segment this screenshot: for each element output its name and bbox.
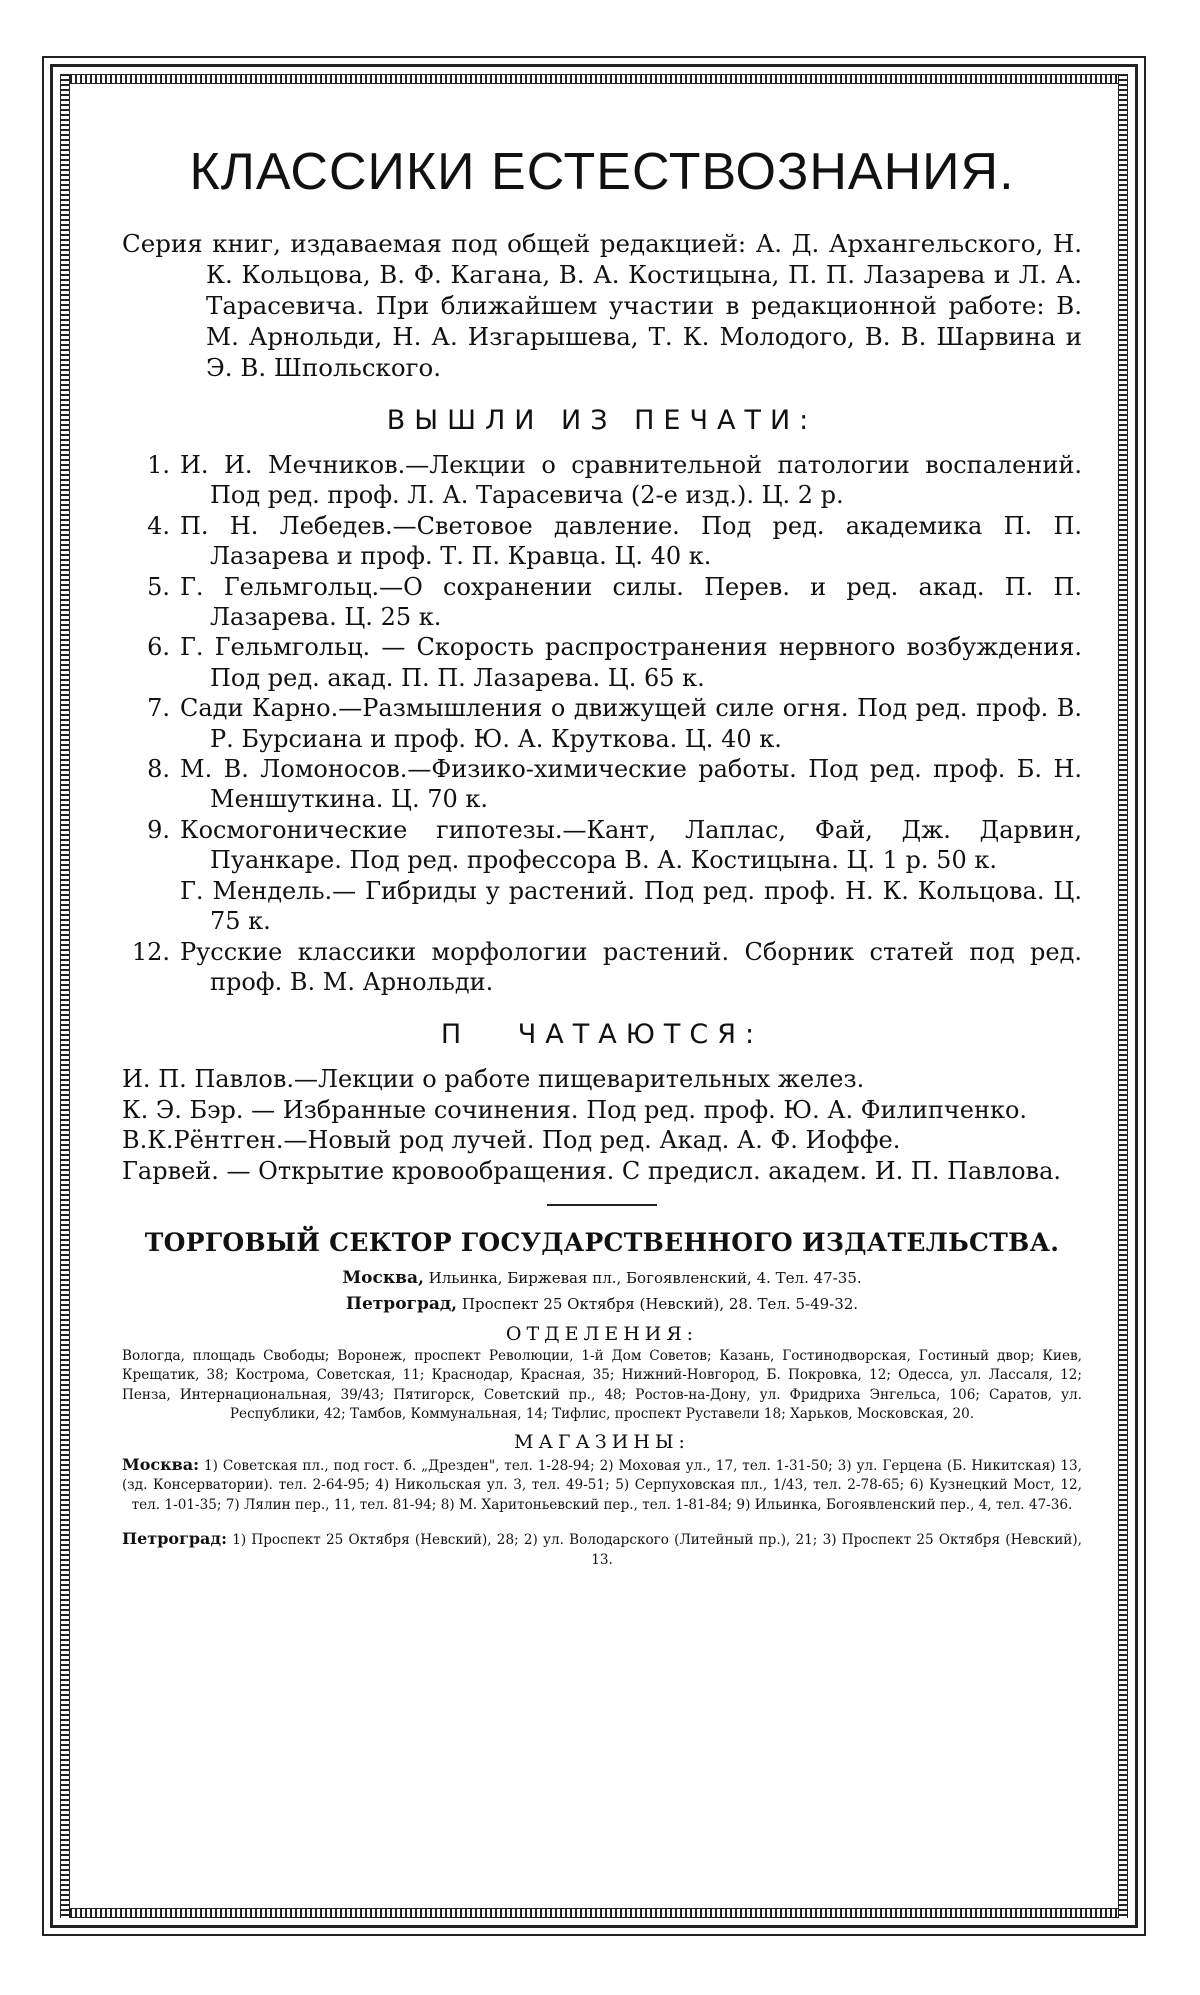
shops-heading: МАГАЗИНЫ: xyxy=(514,1430,690,1453)
list-item xyxy=(122,572,1082,633)
list-item xyxy=(122,511,1082,572)
shops-moscow-text: 1) Советская пл., под гост. б. „Дрезден", тел. 1-28-94; 2) Моховая ул., 17, тел. 1-31-50; 3) ул. Герцена (Б. Никитская) 13, (зд. Консерватории). тел. 2-64-95; 4) Никольская ул. 3, тел. 49-51; 5) Серпуховская пл., 1/43, тел. 2-78-65; 6) Кузнецкий Мост, 12, тел. 1-01-35; 7) Лялин пер., 11, тел. 81-94; 8) М. Харитоньевский пер., тел. 1-81-84; 9) Ильинка, Богоявленский пер., 4, тел. 47-36. xyxy=(122,1457,1083,1513)
page-title: КЛАССИКИ ЕСТЕСТВОЗНАНИЯ. xyxy=(189,143,1015,201)
item-text: Сади Карно.—Размышления о движущей силе огня. Под ред. проф. В. Р. Бурсиана и проф. Ю. А. Круткова. Ц. 40 к. xyxy=(180,694,1082,753)
series-description: Серия книг, издаваемая под общей редакцией: А. Д. Архангельского, Н. К. Кольцова, В. Ф. Кагана, В. А. Костицына, П. П. Лазарева и Л. А. Тарасевича. При ближайшем участии в редакционной работе: В. М. Арнольди, Н. А. Изгарышева, Т. К. Молодого, В. В. Шарвина и Э. В. Шпольского. xyxy=(122,229,1082,382)
printing-item: Гарвей. — Открытие кровообращения. С предисл. академ. И. П. Павлова. xyxy=(122,1156,1061,1185)
item-number: 5. xyxy=(147,572,170,601)
published-list xyxy=(122,450,1082,997)
item-number: 8. xyxy=(147,755,170,784)
printing-item: К. Э. Бэр. — Избранные сочинения. Под ред. проф. Ю. А. Филипченко. xyxy=(122,1095,1028,1124)
item-number xyxy=(122,876,180,937)
moscow-address xyxy=(122,1265,1082,1291)
item-number: 4. xyxy=(147,511,170,540)
moscow-address-text: Ильинка, Биржевая пл., Богоявленский, 4. Тел. 47-35. xyxy=(428,1268,862,1287)
list-item xyxy=(122,693,1082,754)
petrograd-city: Петроград, xyxy=(345,1293,458,1314)
published-heading: ВЫШЛИ ИЗ ПЕЧАТИ: xyxy=(386,405,818,436)
branches-text: Вологда, площадь Свободы; Воронеж, проспект Революции, 1-й Дом Советов; Казань, Гостинодворская, Гостиный двор; Киев, Крещатик, 38; Кострома, Советская, 11; Краснодар, Красная, 35; Нижний-Новгород, Б. Покровка, 12; Одесса, ул. Лассаля, 12; Пенза, Интернациональная, 39/43; Пятигорск, Советский пр., 48; Ростов-на-Дону, ул. Фридриха Энгельса, 106; Саратов, ул. Республики, 42; Тамбов, Коммунальная, 14; Тифлис, проспект Руставели 18; Харьков, Московская, 20. xyxy=(122,1347,1082,1423)
list-item xyxy=(122,937,1082,998)
divider xyxy=(547,1204,657,1206)
item-number: 1. xyxy=(147,451,170,479)
item-number: 6. xyxy=(147,633,170,662)
shops-petrograd xyxy=(122,1529,1082,1570)
list-item xyxy=(122,815,1082,876)
list-item xyxy=(122,876,1082,937)
shops-moscow-city: Москва: xyxy=(122,1454,200,1474)
printing-heading: П ЧАТАЮТСЯ: xyxy=(440,1019,764,1051)
shops-petrograd-city: Петроград: xyxy=(122,1529,227,1549)
hatched-border-right xyxy=(1118,74,1128,1918)
item-text: Русские классики морфологии растений. Сборник статей под ред. проф. В. М. Арнольди. xyxy=(180,937,1082,996)
item-text: И. И. Мечников.—Лекции о сравнительной патологии воспалений. Под ред. проф. Л. А. Тарасевича (2-е изд.). Ц. 2 р. xyxy=(180,451,1082,510)
hatched-border-bottom xyxy=(60,1908,1128,1918)
item-text: Г. Гельмгольц. — Скорость распространения нервного возбуждения. Под ред. акад. П. П. Лазарева. Ц. 65 к. xyxy=(180,633,1082,692)
item-text: П. Н. Лебедев.—Световое давление. Под ред. академика П. П. Лазарева и проф. Т. П. Кравца. Ц. 40 к. xyxy=(180,511,1082,571)
item-text: Космогонические гипотезы.—Кант, Лаплас, Фай, Дж. Дарвин, Пуанкаре. Под ред. профессора В. А. Костицына. Ц. 1 р. 50 к. xyxy=(180,815,1082,875)
printing-item: В.К.Рëнтген.—Новый род лучей. Под ред. Акад. А. Ф. Иоффе. xyxy=(122,1126,901,1155)
list-item xyxy=(122,754,1082,815)
item-number: 12. xyxy=(131,937,170,966)
page-content xyxy=(122,120,1082,1570)
printing-item: И. П. Павлов.—Лекции о работе пищеварительных желез. xyxy=(122,1065,865,1094)
hatched-border-top xyxy=(60,74,1128,84)
moscow-city: Москва, xyxy=(342,1267,424,1288)
shops-petrograd-text: 1) Проспект 25 Октября (Невский), 28; 2) ул. Володарского (Литейный пр.), 21; 3) Проспект 25 Октября (Невский), 13. xyxy=(232,1532,1082,1568)
petrograd-address xyxy=(122,1291,1082,1317)
shops-moscow xyxy=(122,1455,1082,1516)
publisher-heading: ТОРГОВЫЙ СЕКТОР ГОСУДАРСТВЕННОГО ИЗДАТЕЛЬСТВА. xyxy=(144,1227,1060,1257)
item-text: Г. Мендель.— Гибриды у растений. Под ред. проф. Н. К. Кольцова. Ц. 75 к. xyxy=(180,876,1082,936)
petrograd-address-text: Проспект 25 Октября (Невский), 28. Тел. 5-49-32. xyxy=(461,1294,859,1313)
item-text: М. В. Ломоносов.—Физико-химические работы. Под ред. проф. Б. Н. Меншуткина. Ц. 70 к. xyxy=(180,755,1082,814)
item-number: 7. xyxy=(147,694,170,723)
hatched-border-left xyxy=(60,74,70,1918)
item-text: Г. Гельмгольц.—О сохранении силы. Перев. и ред. акад. П. П. Лазарева. Ц. 25 к. xyxy=(180,572,1082,632)
item-number: 9. xyxy=(147,815,170,844)
list-item xyxy=(122,632,1082,693)
branches-heading: ОТДЕЛЕНИЯ: xyxy=(505,1322,699,1345)
list-item xyxy=(122,450,1082,511)
